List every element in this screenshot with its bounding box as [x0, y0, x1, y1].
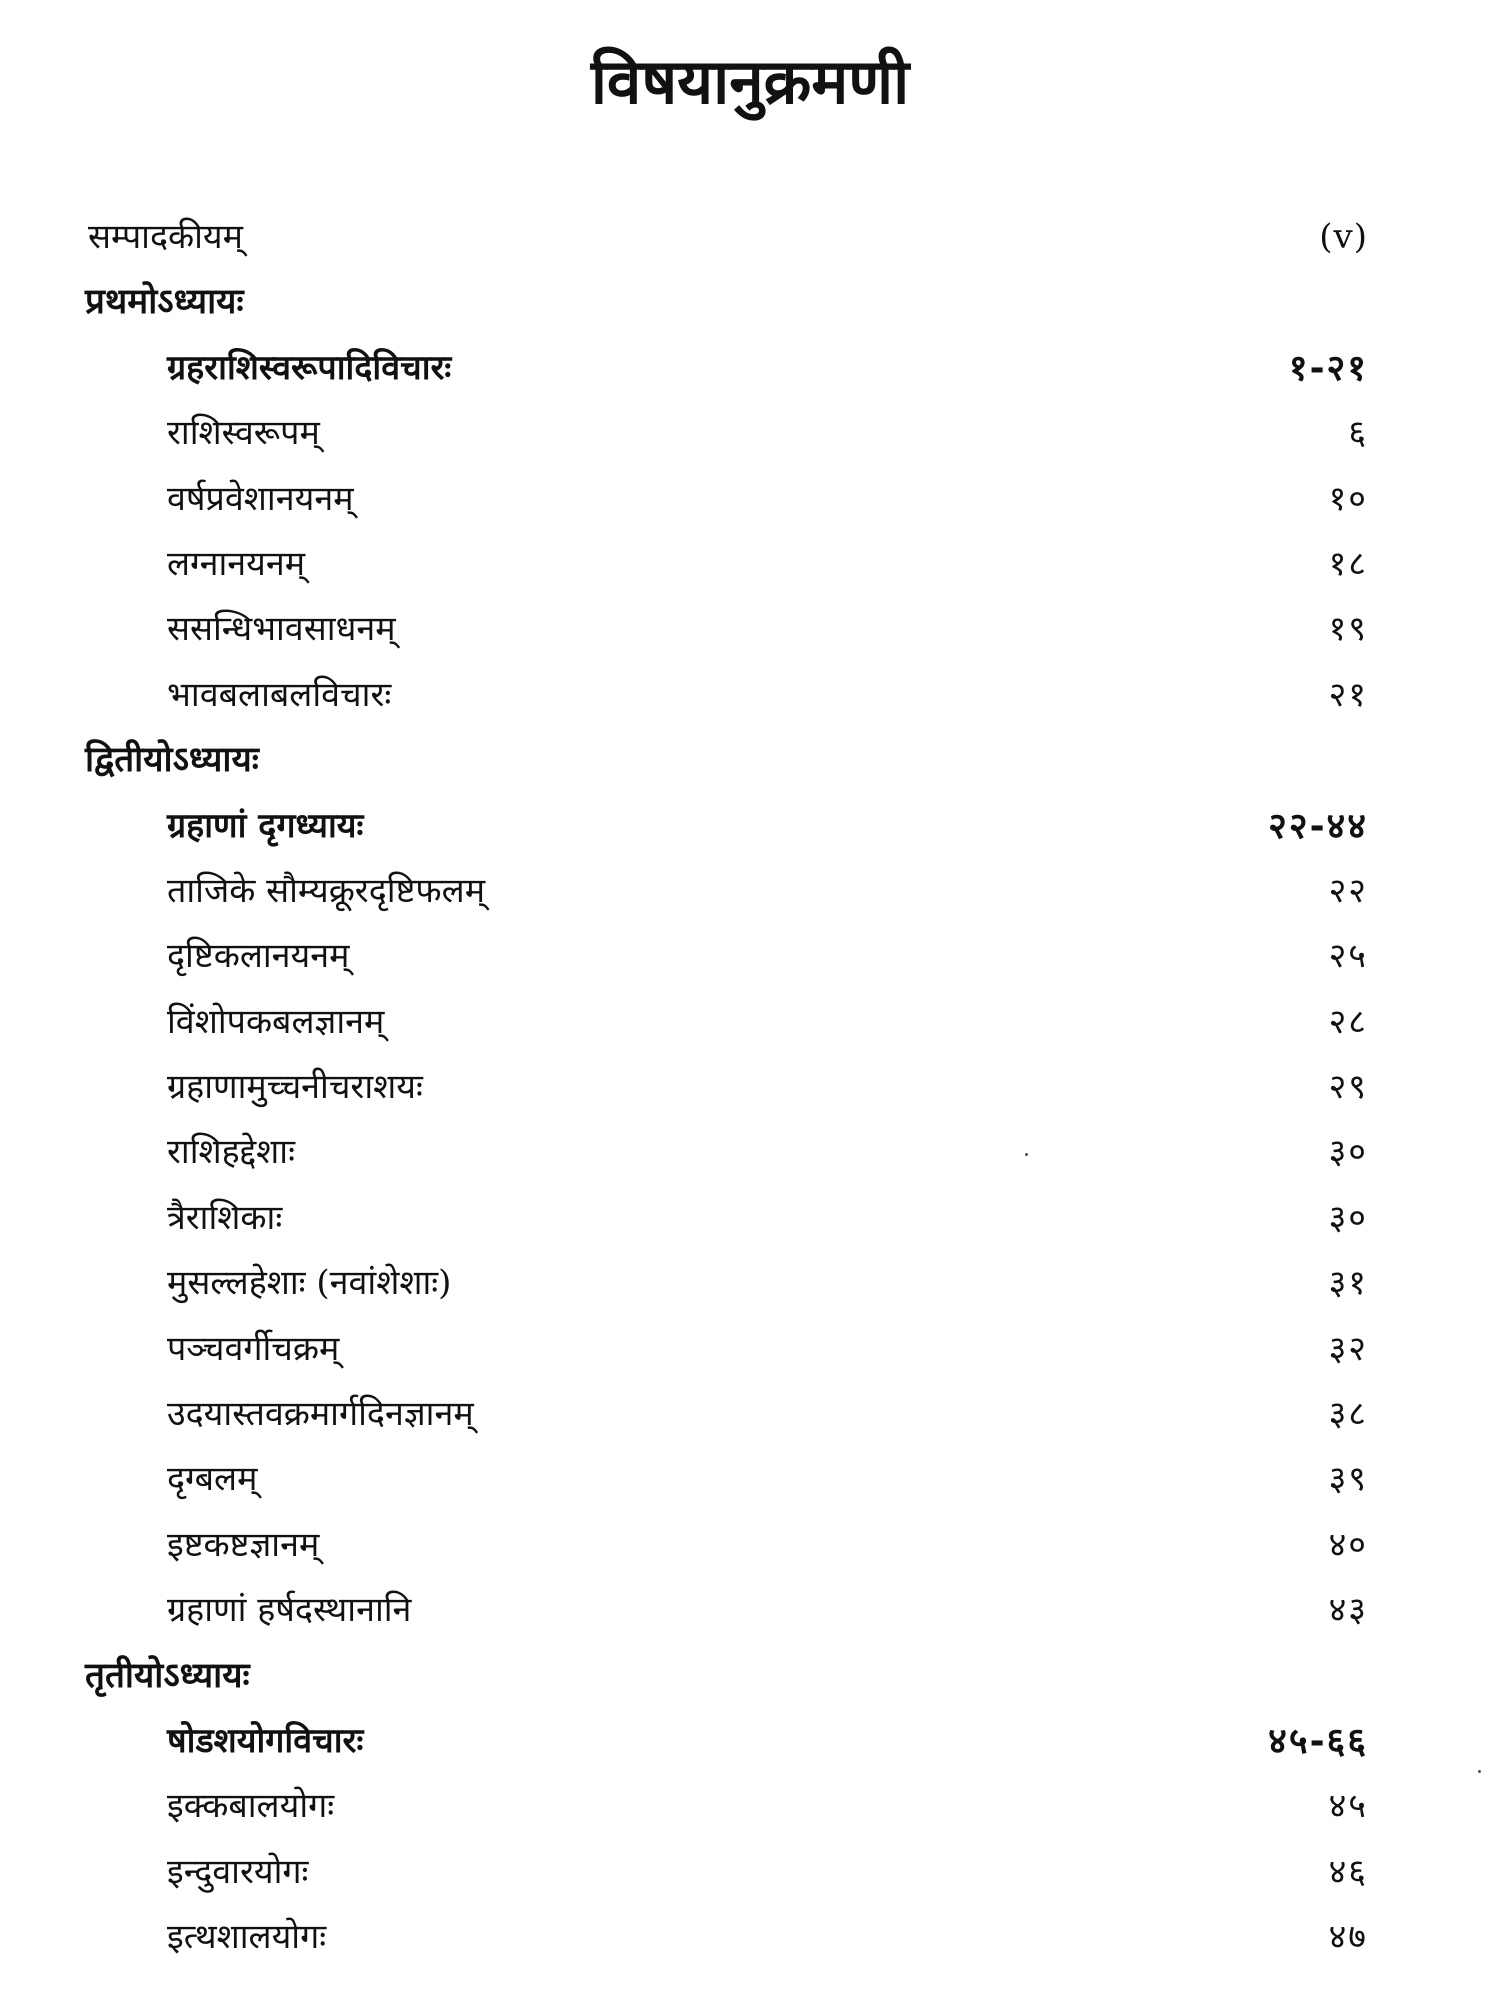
toc-entry-label: लग्नानयनम्	[167, 543, 306, 584]
toc-entry-label: इक्कबालयोगः	[167, 1786, 335, 1827]
toc-page-number: २९	[1328, 1067, 1368, 1108]
toc-row	[0, 1120, 1500, 1185]
toc-page-number: १०	[1328, 478, 1368, 519]
toc-page-number: ४७	[1328, 1917, 1368, 1958]
chapter-title: प्रथमोऽध्यायः	[85, 282, 244, 323]
toc-row	[0, 663, 1500, 728]
toc-page-number: ३१	[1328, 1263, 1368, 1304]
section-page-range: १-२१	[1288, 347, 1368, 389]
toc-page-number: (v)	[1319, 217, 1368, 257]
toc-entry-label: ससन्धिभावसाधनम्	[167, 609, 396, 650]
chapter-title: तृतीयोऽध्यायः	[85, 1655, 250, 1696]
toc-row	[0, 1905, 1500, 1970]
toc-entry-label: ग्रहाणां हर्षदस्थानानि	[167, 1590, 412, 1631]
chapter-title: द्वितीयोऽध्यायः	[85, 740, 259, 781]
toc-page-number: १८	[1328, 543, 1368, 584]
toc-entry-label: दृष्टिकलानयनम्	[167, 936, 350, 977]
toc-chapter-heading	[0, 1644, 1500, 1709]
toc-page-number: ४०	[1328, 1524, 1368, 1565]
toc-row	[0, 1840, 1500, 1905]
section-title: ग्रहराशिस्वरूपादिविचारः	[167, 347, 452, 388]
toc-entry-label: इत्थशालयोगः	[167, 1917, 327, 1958]
toc-entry-label: मुसल्लहेशाः (नवांशेशाः)	[167, 1263, 452, 1304]
toc-entry-label: ग्रहाणामुच्चनीचराशयः	[167, 1067, 423, 1108]
toc-entry-label: पञ्चवर्गीचक्रम्	[167, 1328, 340, 1369]
toc-entry-label: राशिस्वरूपम्	[167, 413, 320, 454]
section-title: षोडशयोगविचारः	[167, 1720, 364, 1761]
toc-row	[0, 597, 1500, 662]
toc-row	[0, 990, 1500, 1055]
scan-speck	[1025, 1153, 1028, 1156]
toc-entry-label: दृग्बलम्	[167, 1459, 258, 1500]
toc-entry-label: वर्षप्रवेशानयनम्	[167, 478, 354, 519]
toc-entry-label: उदयास्तवक्रमार्गदिनज्ञानम्	[167, 1394, 474, 1435]
toc-section-heading	[0, 336, 1500, 401]
toc-entry-label: विंशोपकबलज्ञानम्	[167, 1001, 385, 1042]
toc-entry-label: सम्पादकीयम्	[88, 217, 243, 257]
toc-row	[0, 1774, 1500, 1839]
section-page-range: ४५-६६	[1268, 1720, 1368, 1762]
toc-row	[0, 467, 1500, 532]
toc-page-number: ३९	[1328, 1459, 1368, 1500]
toc-chapter-heading	[0, 728, 1500, 793]
toc-page-number: ३०	[1328, 1197, 1368, 1238]
toc-row	[0, 924, 1500, 989]
toc-row	[0, 1578, 1500, 1643]
toc-entry-label: इष्टकष्टज्ञानम्	[167, 1524, 320, 1565]
toc-page-number: १९	[1328, 609, 1368, 650]
toc-entry-label: ताजिके सौम्यक्रूरदृष्टिफलम्	[167, 870, 486, 911]
toc-row	[0, 1447, 1500, 1512]
toc-chapter-heading	[0, 270, 1500, 335]
toc-entry-label: त्रैराशिकाः	[167, 1197, 283, 1238]
section-title: ग्रहाणां दृगध्यायः	[167, 805, 364, 846]
toc-row	[0, 1251, 1500, 1316]
toc-page-number: ६	[1348, 413, 1368, 454]
toc-page-number: २२	[1328, 870, 1368, 911]
scan-speck	[1478, 1770, 1481, 1773]
toc-page-number: २१	[1328, 674, 1368, 715]
toc-page-number: ४६	[1328, 1851, 1368, 1892]
toc-page-number: ३०	[1328, 1132, 1368, 1173]
page-title: विषयानुक्रमणी	[590, 45, 910, 118]
toc-page-number: ४५	[1328, 1786, 1368, 1827]
toc-row	[0, 859, 1500, 924]
toc-entry-label: राशिहद्देशाः	[167, 1132, 295, 1173]
toc-row	[0, 401, 1500, 466]
toc-page-number: २८	[1328, 1001, 1368, 1042]
toc-page-number: ४३	[1328, 1590, 1368, 1631]
toc-section-heading	[0, 1709, 1500, 1774]
toc-row	[0, 1186, 1500, 1251]
toc-row-preface	[0, 205, 1500, 270]
toc-row	[0, 1317, 1500, 1382]
toc-section-heading	[0, 794, 1500, 859]
toc-page-number: ३८	[1328, 1394, 1368, 1435]
toc-row	[0, 532, 1500, 597]
toc-entry-label: इन्दुवारयोगः	[167, 1851, 309, 1892]
toc-row	[0, 1382, 1500, 1447]
toc-page-number: ३२	[1328, 1328, 1368, 1369]
toc-page-number: २५	[1328, 936, 1368, 977]
toc-row	[0, 1513, 1500, 1578]
section-page-range: २२-४४	[1268, 805, 1368, 847]
toc-entry-label: भावबलाबलविचारः	[167, 674, 392, 715]
toc-row	[0, 1055, 1500, 1120]
table-of-contents	[0, 205, 1500, 1971]
